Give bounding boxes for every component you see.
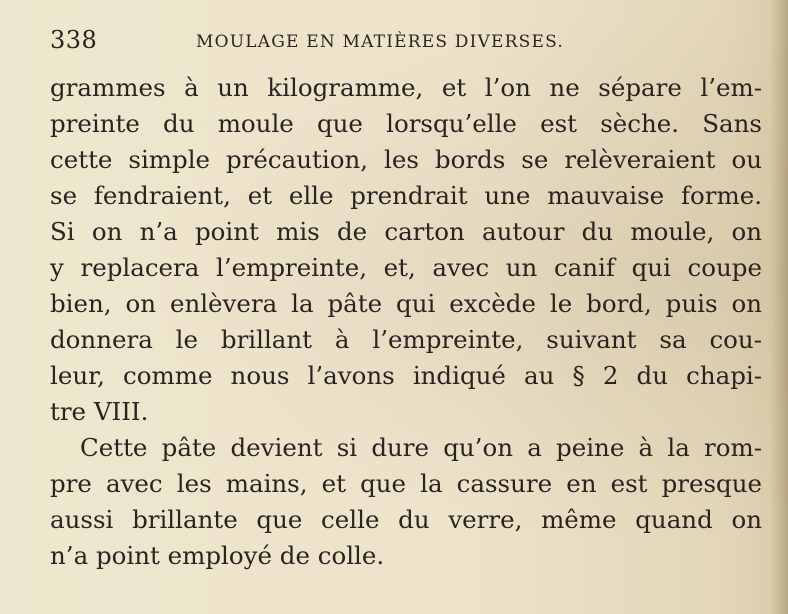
text-line: pre avec les mains, et que la cassure en est presque [50, 469, 762, 498]
text-line: leur, comme nous l’avons indiqué au § 2 du chapi- [50, 361, 762, 390]
body-text [50, 70, 762, 574]
text-line: Cette pâte devient si dure qu’on a peine à la rom- [80, 433, 762, 462]
text-line: cette simple précaution, les bords se relèveraient ou [50, 145, 762, 174]
text-line: grammes à un kilogramme, et l’on ne sépare l’em- [50, 73, 762, 102]
text-line: bien, on enlèvera la pâte qui excède le bord, puis on [50, 289, 762, 318]
text-line: aussi brillante que celle du verre, même quand on [50, 505, 762, 534]
running-title: MOULAGE EN MATIÈRES DIVERSES. [196, 32, 564, 52]
text-line: y replacera l’empreinte, et, avec un canif qui coupe [50, 253, 762, 282]
text-line: se fendraient, et elle prendrait une mauvaise forme. [50, 181, 762, 210]
text-line: preinte du moule que lorsqu’elle est sèche. Sans [50, 109, 762, 138]
text-line: donnera le brillant à l’empreinte, suivant sa cou- [50, 325, 762, 354]
paragraph-1 [50, 70, 762, 430]
text-line: tre VIII. [50, 397, 149, 426]
text-line: Si on n’a point mis de carton autour du moule, on [50, 217, 762, 246]
page-edge-shadow [770, 0, 788, 614]
text-line: n’a point employé de colle. [50, 541, 385, 570]
page-header [50, 26, 750, 60]
page-number: 338 [50, 26, 98, 54]
paragraph-2 [50, 430, 762, 574]
